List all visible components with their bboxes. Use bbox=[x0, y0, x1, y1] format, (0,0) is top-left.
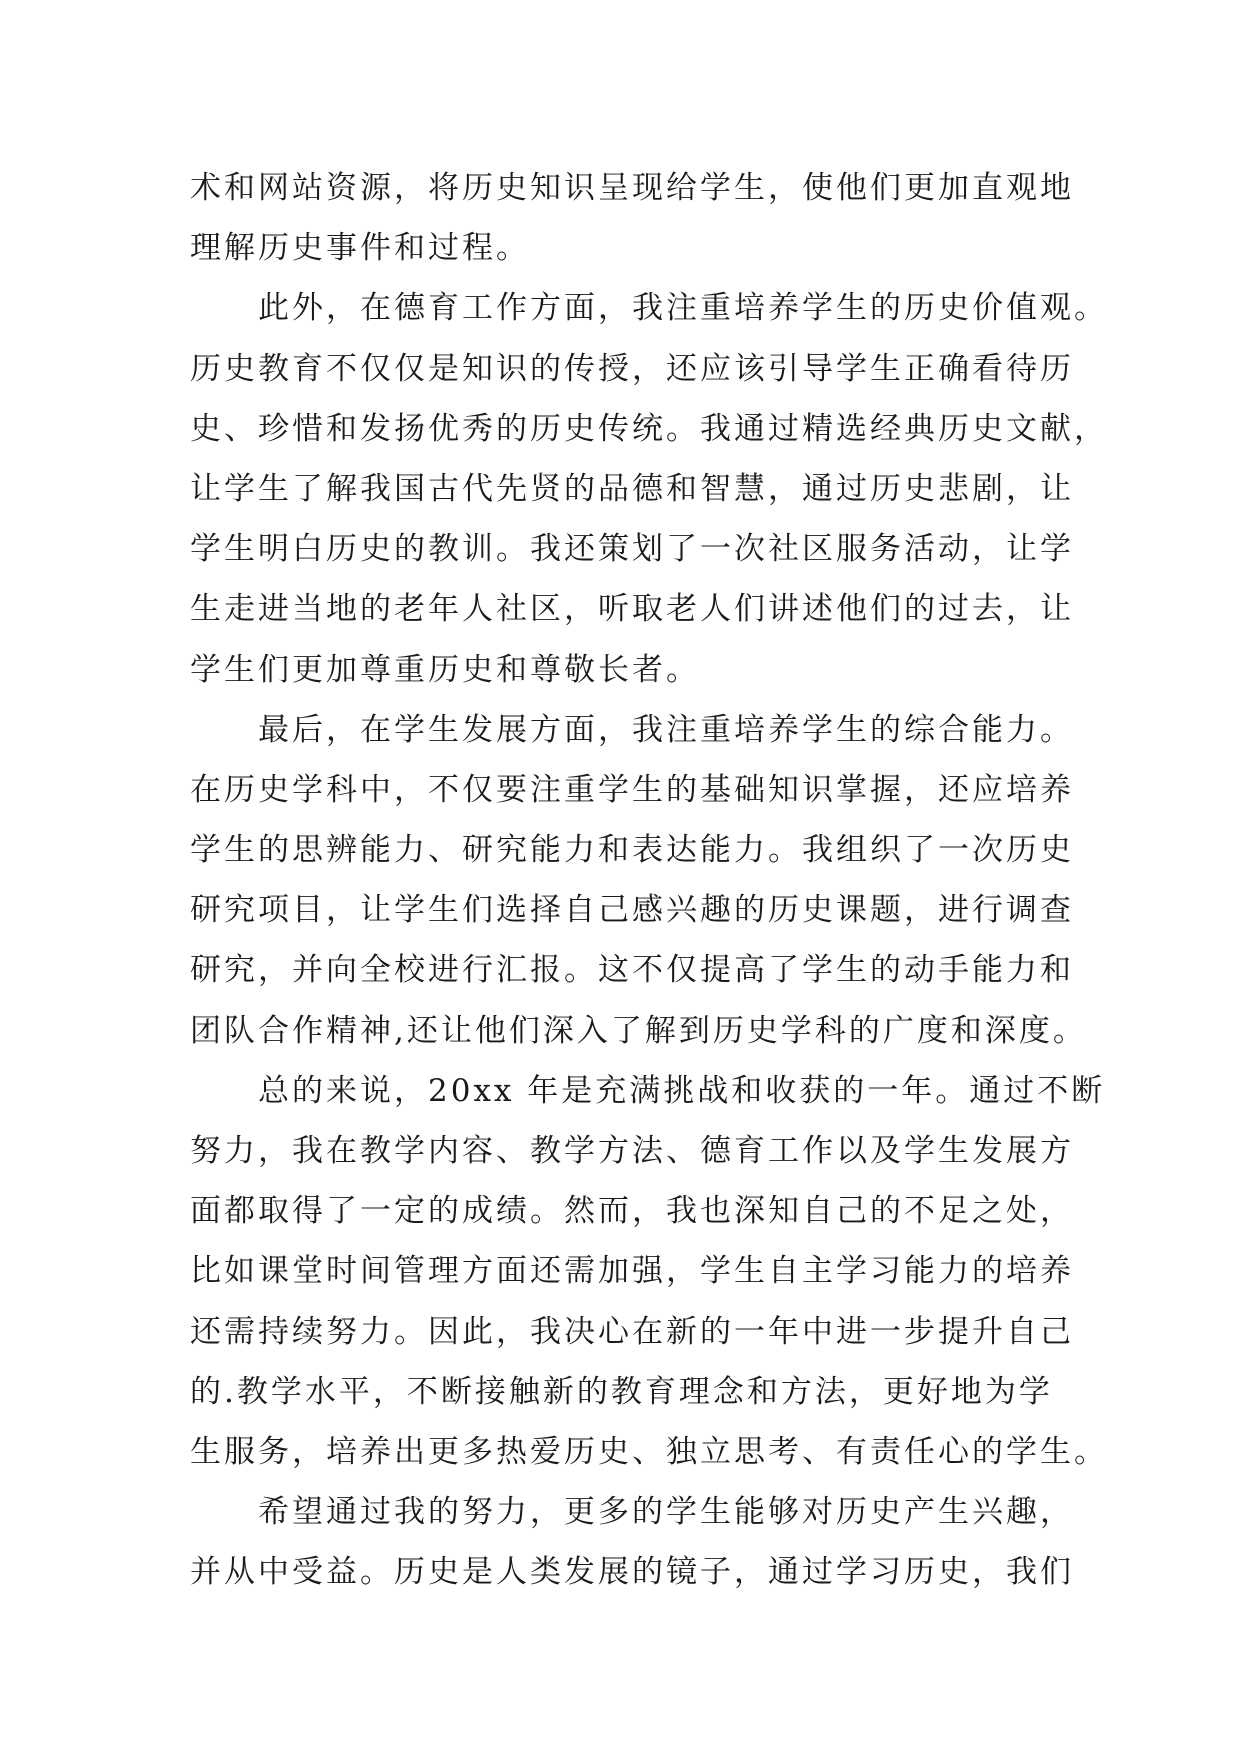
text-line: 在历史学科中，不仅要注重学生的基础知识掌握，还应培养 bbox=[190, 771, 1074, 808]
text-line: 生走进当地的老年人社区，听取老人们讲述他们的过去，让 bbox=[190, 591, 1074, 628]
text-line: 学生的思辨能力、研究能力和表达能力。我组织了一次历史 bbox=[190, 832, 1074, 869]
text-line: 并从中受益。历史是人类发展的镜子，通过学习历史，我们 bbox=[190, 1554, 1074, 1591]
paragraph-start-line: 最后，在学生发展方面，我注重培养学生的综合能力。 bbox=[258, 711, 1074, 748]
text-line: 努力，我在教学内容、教学方法、德育工作以及学生发展方 bbox=[190, 1133, 1074, 1169]
paragraph-start-line: 总的来说，20xx 年是充满挑战和收获的一年。通过不断 bbox=[258, 1072, 1106, 1109]
text-line: 学生们更加尊重历史和尊敬长者。 bbox=[190, 651, 700, 688]
text-line: 史、珍惜和发扬优秀的历史传统。我通过精选经典历史文献， bbox=[190, 410, 1108, 447]
text-line: 研究项目，让学生们选择自己感兴趣的历史课题，进行调查 bbox=[190, 892, 1074, 929]
body-text bbox=[190, 158, 1108, 1603]
text-line: 研究，并向全校进行汇报。这不仅提高了学生的动手能力和 bbox=[190, 952, 1074, 989]
text-line: 学生明白历史的教训。我还策划了一次社区服务活动，让学 bbox=[190, 531, 1074, 568]
text-line: 还需持续努力。因此，我决心在新的一年中进一步提升自己 bbox=[190, 1313, 1074, 1350]
paragraph-start-line: 希望通过我的努力，更多的学生能够对历史产生兴趣， bbox=[258, 1494, 1074, 1531]
paragraph-start-line: 此外，在德育工作方面，我注重培养学生的历史价值观。 bbox=[258, 290, 1108, 327]
text-line: 生服务，培养出更多热爱历史、独立思考、有责任心的学生。 bbox=[190, 1433, 1108, 1470]
text-line: 术和网站资源，将历史知识呈现给学生，使他们更加直观地 bbox=[190, 170, 1074, 206]
text-line: 历史教育不仅仅是知识的传授，还应该引导学生正确看待历 bbox=[190, 350, 1074, 387]
text-line: 的.教学水平，不断接触新的教育理念和方法，更好地为学 bbox=[190, 1373, 1053, 1410]
text-line: 让学生了解我国古代先贤的品德和智慧，通过历史悲剧，让 bbox=[190, 470, 1074, 507]
text-line: 理解历史事件和过程。 bbox=[190, 230, 530, 267]
text-line: 比如课堂时间管理方面还需加强，学生自主学习能力的培养 bbox=[190, 1253, 1074, 1290]
text-line: 团队合作精神,还让他们深入了解到历史学科的广度和深度。 bbox=[190, 1012, 1087, 1049]
text-line: 面都取得了一定的成绩。然而，我也深知自己的不足之处， bbox=[190, 1193, 1074, 1230]
